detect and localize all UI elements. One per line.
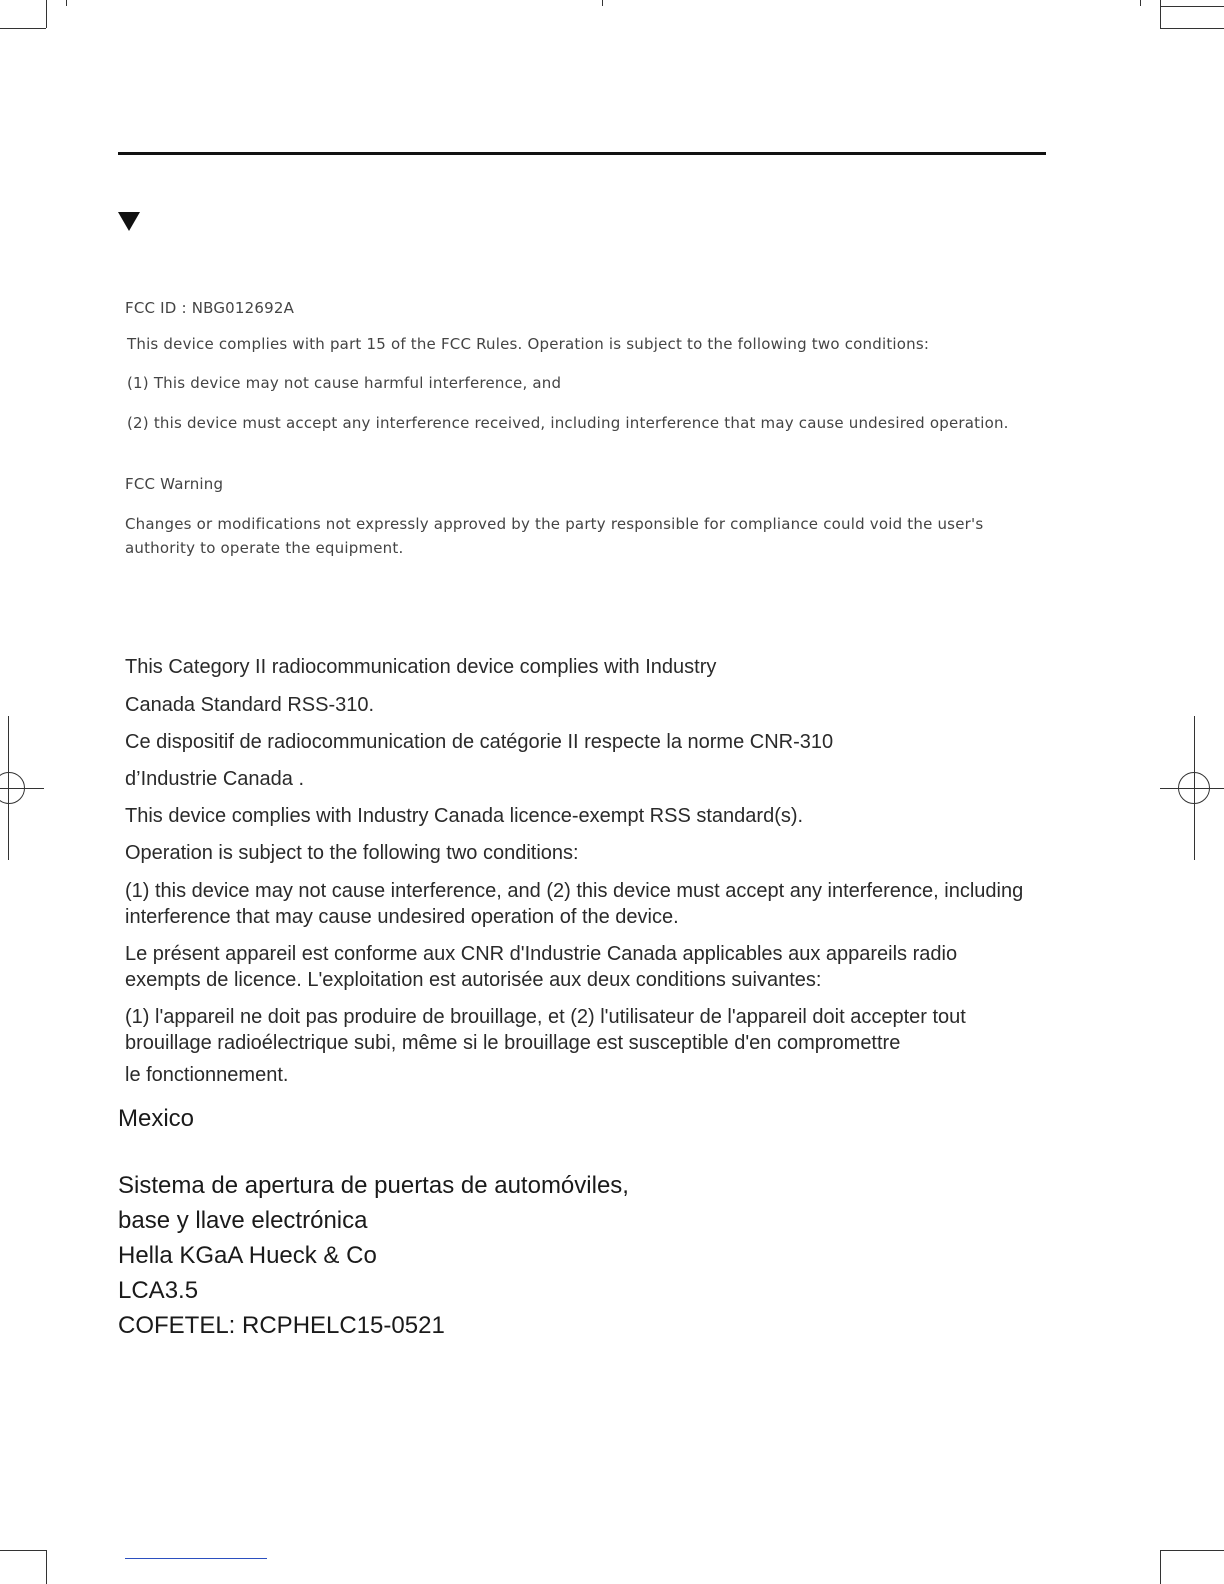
crop-mark — [1160, 28, 1224, 29]
crop-mark — [1160, 6, 1224, 7]
registration-mark — [1178, 772, 1210, 804]
crop-mark — [0, 1550, 46, 1551]
footer-underline — [125, 1558, 267, 1559]
mexico-line: Hella KGaA Hueck & Co — [118, 1242, 377, 1269]
ic-line: Ce dispositif de radiocommunication de catégorie II respecte la norme CNR-310 — [125, 731, 834, 753]
crop-mark — [1160, 1550, 1161, 1584]
ic-paragraph: Le présent appareil est conforme aux CNR d'Industrie Canada applicables aux appareils radio exempts de licence. L'exploitation est autorisée aux deux conditions suivantes: — [125, 943, 958, 991]
crop-mark — [0, 28, 46, 29]
ic-line: This Category II radiocommunication device complies with Industry — [125, 656, 717, 678]
mexico-title: Mexico — [118, 1105, 195, 1132]
crop-mark — [1160, 1550, 1224, 1551]
crop-mark — [602, 0, 603, 6]
ic-line: This device complies with Industry Canada licence-exempt RSS standard(s). — [125, 805, 804, 827]
mexico-cofetel-line: COFETEL: RCPHELC15-0521 — [118, 1312, 445, 1339]
crop-mark — [1140, 0, 1141, 6]
header-rule — [118, 152, 1046, 155]
ic-line: le fonctionnement. — [125, 1064, 289, 1086]
triangle-bullet-icon — [118, 212, 140, 231]
fcc-warning-text: Changes or modifications not expressly approved by the party responsible for compliance could void the user's authority to operate the equipment. — [125, 515, 984, 557]
ic-line: Canada Standard RSS-310. — [125, 694, 375, 716]
ic-line: d’Industrie Canada . — [125, 768, 305, 790]
fcc-condition-1: (1) This device may not cause harmful interference, and — [127, 374, 562, 392]
fcc-warning-title: FCC Warning — [125, 475, 224, 493]
fcc-condition-2: (2) this device must accept any interference received, including interference that may cause undesired operation. — [127, 414, 1009, 432]
crop-mark — [46, 1550, 47, 1584]
fcc-statement: This device complies with part 15 of the FCC Rules. Operation is subject to the following two conditions: — [127, 335, 930, 353]
mexico-line: Sistema de apertura de puertas de automóviles, — [118, 1172, 629, 1199]
mexico-line: LCA3.5 — [118, 1277, 199, 1304]
crop-mark — [66, 0, 67, 6]
crop-mark — [1160, 0, 1161, 28]
crop-mark — [46, 0, 47, 28]
registration-mark — [0, 772, 25, 804]
ic-paragraph: (1) this device may not cause interference, and (2) this device must accept any interference, including interference that may cause undesired operation of the device. — [125, 880, 1024, 928]
mexico-line: base y llave electrónica — [118, 1207, 368, 1234]
ic-line: Operation is subject to the following two conditions: — [125, 842, 579, 864]
ic-paragraph: (1) l'appareil ne doit pas produire de brouillage, et (2) l'utilisateur de l'appareil doit accepter tout brouillage radioélectrique subi, même si le brouillage est susceptible d'en compromettre — [125, 1006, 966, 1054]
fcc-id: FCC ID : NBG012692A — [125, 299, 295, 317]
